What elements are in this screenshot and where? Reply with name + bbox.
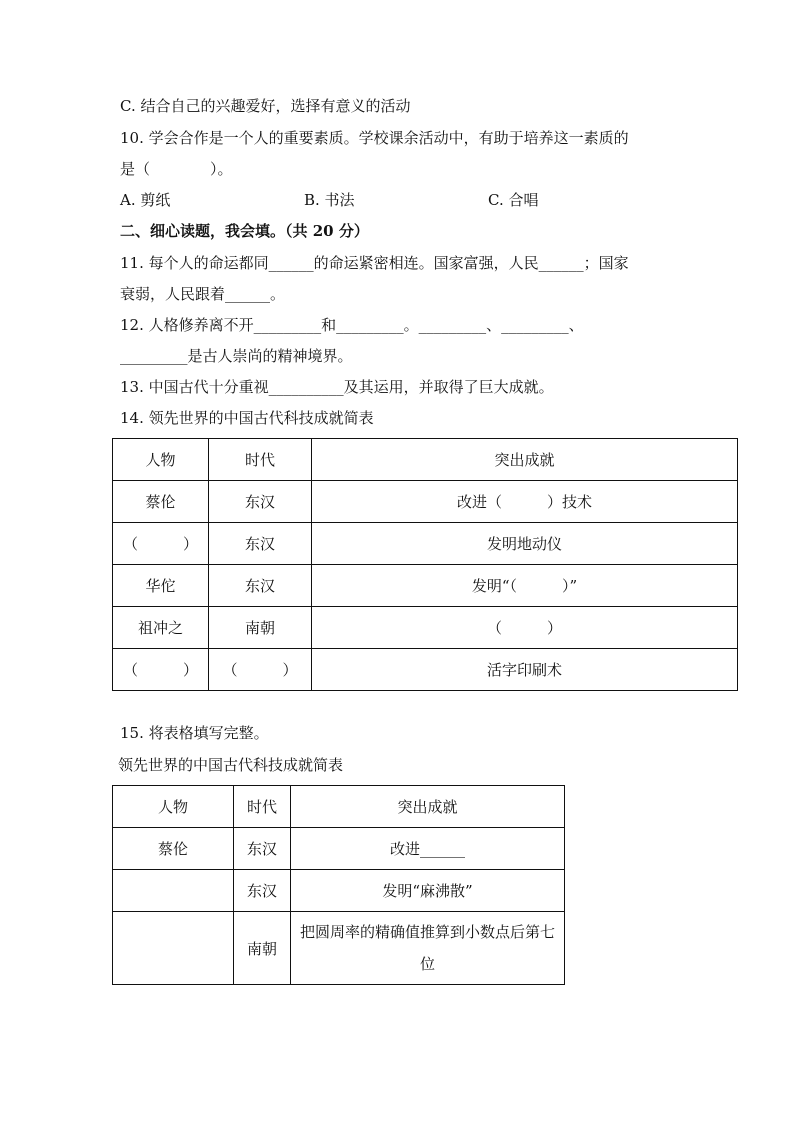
question-15: 15. 将表格填写完整。	[120, 724, 269, 742]
table-row	[113, 565, 738, 607]
question-13: 13. 中国古代十分重视__________及其运用，并取得了巨大成就。	[120, 378, 554, 396]
question-10-line1: 10. 学会合作是一个人的重要素质。学校课余活动中，有助于培养这一素质的	[120, 129, 629, 147]
table-14	[112, 438, 738, 691]
table-cell: 东汉	[209, 523, 312, 565]
table-cell: 东汉	[209, 565, 312, 607]
table-cell: 发明地动仪	[312, 523, 738, 565]
table-cell: 把圆周率的精确值推算到小数点后第七位	[291, 912, 565, 985]
table-cell: 活字印刷术	[312, 649, 738, 691]
table-cell: 东汉	[234, 870, 291, 912]
header-achievement: 突出成就	[312, 439, 738, 481]
table-15-caption: 领先世界的中国古代科技成就简表	[118, 756, 344, 774]
table-cell: （ ）	[312, 607, 738, 649]
table-cell: 南朝	[209, 607, 312, 649]
header-person: 人物	[113, 786, 234, 828]
table-header-row	[113, 786, 565, 828]
table-cell: （ ）	[113, 649, 209, 691]
table-row	[113, 912, 565, 985]
section-2-heading: 二、细心读题，我会填。（共 20 分）	[120, 222, 369, 240]
table-cell: 改进（ ）技术	[312, 481, 738, 523]
table-cell: （ ）	[113, 523, 209, 565]
option-a: A. 剪纸	[120, 191, 171, 209]
table-cell: 改进______	[291, 828, 565, 870]
header-person: 人物	[113, 439, 209, 481]
table-cell: 祖冲之	[113, 607, 209, 649]
question-11-line1: 11. 每个人的命运都同______的命运紧密相连。国家富强，人民______；国家	[120, 254, 629, 272]
table-cell: 蔡伦	[113, 481, 209, 523]
table-cell: 南朝	[234, 912, 291, 985]
table-cell: 发明“（ ）”	[312, 565, 738, 607]
table-cell: 东汉	[234, 828, 291, 870]
table-cell	[113, 912, 234, 985]
table-header-row	[113, 439, 738, 481]
header-achievement: 突出成就	[291, 786, 565, 828]
table-cell: 蔡伦	[113, 828, 234, 870]
table-cell	[113, 870, 234, 912]
question-12-line1: 12. 人格修养离不开_________和_________。_________、_________、	[120, 316, 584, 334]
table-cell: （ ）	[209, 649, 312, 691]
question-12-line2: _________是古人崇尚的精神境界。	[120, 347, 353, 365]
table-cell: 东汉	[209, 481, 312, 523]
table-15	[112, 785, 565, 985]
table-row	[113, 523, 738, 565]
question-10-line2: 是（ ）。	[120, 160, 233, 178]
table-row	[113, 828, 565, 870]
question-14: 14. 领先世界的中国古代科技成就简表	[120, 409, 374, 427]
table-row	[113, 870, 565, 912]
table-row	[113, 607, 738, 649]
table-cell: 发明“麻沸散”	[291, 870, 565, 912]
table-row	[113, 649, 738, 691]
table-row	[113, 481, 738, 523]
option-c: C. 合唱	[488, 191, 539, 209]
option-b: B. 书法	[304, 191, 355, 209]
table-cell: 华佗	[113, 565, 209, 607]
header-era: 时代	[209, 439, 312, 481]
option-c-line: C. 结合自己的兴趣爱好，选择有意义的活动	[120, 97, 411, 115]
header-era: 时代	[234, 786, 291, 828]
question-11-line2: 衰弱，人民跟着______。	[120, 285, 286, 303]
